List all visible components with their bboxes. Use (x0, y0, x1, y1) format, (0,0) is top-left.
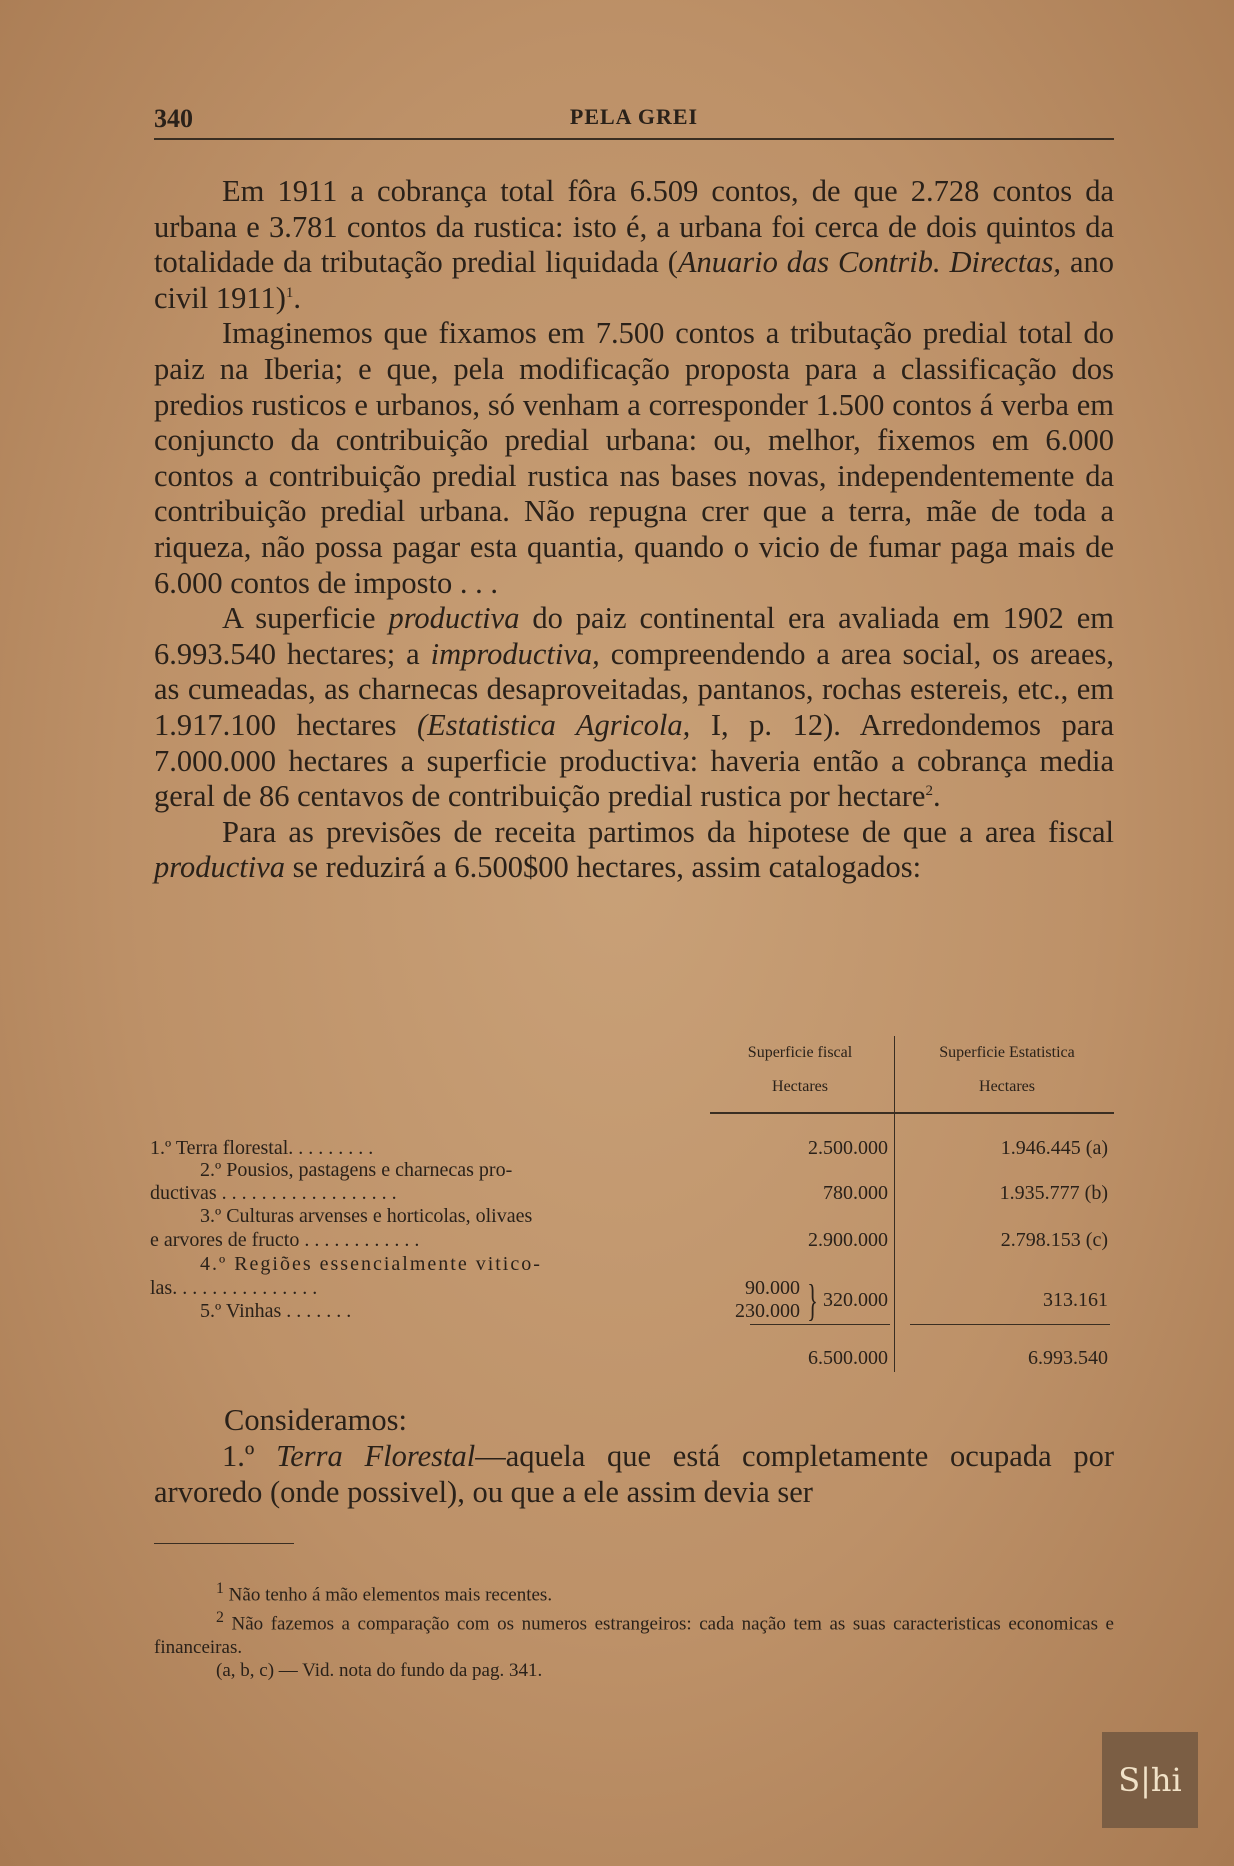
column-header-fiscal (710, 1036, 890, 1104)
text-run: ano civil 1911) (154, 245, 1114, 315)
column-title: Superficie Estatistica (939, 1044, 1075, 1061)
text-run: compreendendo a area social, os areaes, as cumeadas, as charnecas desaproveitadas, pantanos, rochas estereis, etc., em 1.917.100 hectares (154, 636, 1114, 742)
row-value-estat-1: 1.946.445 (a) (1000, 1137, 1108, 1159)
text-italic: Terra Florestal (276, 1439, 476, 1473)
body-text (154, 174, 1114, 886)
paragraph-3 (154, 601, 1114, 815)
column-title: Superficie fiscal (747, 1044, 853, 1061)
sum-rule-fiscal (750, 1324, 890, 1325)
column-header-estatistica (902, 1036, 1112, 1104)
running-head (154, 98, 1114, 140)
footnote-mark: 1 (216, 1580, 224, 1597)
text-run: I, p. 12). Arredondemos para 7.000.000 hectares a superficie productiva: haveria então a cobrança media geral de 86 centavos de contribuição predial rustica por hectare (154, 707, 1115, 814)
row-label-3a: 3.º Culturas arvenses e horticolas, olivaes (200, 1205, 533, 1227)
combined-value-estat: 313.161 (1043, 1289, 1108, 1311)
footnote-3 (154, 1659, 1114, 1682)
text-italic: (Estatistica Agricola, (417, 707, 691, 742)
text-run: A superficie (222, 601, 389, 636)
text-run: Para as previsões de receita partimos da hipotese de que a area fiscal (222, 814, 1114, 849)
row-value-estat-2: 1.935.777 (b) (999, 1182, 1108, 1204)
text-run: . (932, 779, 941, 814)
total-fiscal: 6.500.000 (808, 1347, 888, 1369)
row-subvalue-5: 230.000 (735, 1300, 800, 1322)
text-run: 1.º (222, 1439, 277, 1473)
page-number: 340 (154, 104, 193, 133)
item-1-paragraph (154, 1438, 1114, 1510)
text-italic: Anuario das Contrib. Directas, (677, 245, 1062, 280)
row-label-1: 1.º Terra florestal. . . . . . . . . (150, 1137, 374, 1159)
footnote-mark: 2 (216, 1609, 224, 1627)
row-label-5: 5.º Vinhas . . . . . . . (200, 1300, 352, 1322)
footnote-rule (154, 1543, 294, 1544)
brace: } (807, 1276, 818, 1325)
column-unit: Hectares (772, 1078, 828, 1095)
row-label-4a: 4.º Regiões essencialmente vitico- (200, 1253, 542, 1275)
item-1-text (154, 1438, 1114, 1510)
row-subvalue-4: 90.000 (745, 1277, 800, 1299)
footnote-ref-2: 2 (925, 782, 933, 799)
footnote-ref-1: 1 (285, 284, 294, 301)
column-unit: Hectares (979, 1078, 1035, 1095)
row-label-2b: ductivas . . . . . . . . . . . . . . . . . . (150, 1182, 397, 1204)
paragraph-1 (154, 174, 1114, 316)
footnote-text: (a, b, c) — Vid. nota do fundo da pag. 341. (216, 1659, 543, 1681)
column-divider (894, 1036, 895, 1372)
paragraph-4 (154, 815, 1114, 886)
text-run: Em 1911 a cobrança total fôra 6.509 contos, de que 2.728 contos da urbana e 3.781 contos da rustica: isto é, a urbana foi cerca de dois quintos da totalidade da tributação predial liquidada ( (154, 174, 1114, 280)
library-logo: S|hi (1102, 1732, 1198, 1828)
row-value-fiscal-1: 2.500.000 (808, 1137, 888, 1159)
total-estat: 6.993.540 (1028, 1347, 1108, 1369)
text-italic: improductiva, (430, 636, 600, 671)
text-run: —aquela que está completamente ocupada por arvoredo (onde possivel), ou que a ele assim devia ser (154, 1439, 1114, 1509)
footnote-2 (154, 1606, 1114, 1658)
footnotes (154, 1577, 1114, 1682)
text-run: do paiz continental era avaliada em 1902 em 6.993.540 hectares; a (154, 601, 1114, 671)
combined-value-fiscal: 320.000 (823, 1289, 888, 1311)
text-italic: productiva (388, 601, 520, 636)
text-run: . (293, 280, 301, 315)
header-rule (710, 1112, 1114, 1114)
row-label-2a: 2.º Pousios, pastagens e charnecas pro- (200, 1159, 513, 1181)
running-title: PELA GREI (569, 104, 699, 129)
paragraph-2: Imaginemos que fixamos em 7.500 contos a tributação predial total do paiz na Iberia; e que, pela modificação proposta para a classificação dos predios rusticos e urbanos, só venham a corresponder 1.500 contos á verba em conjuncto da contribuição predial urbana: ou, melhor, fixemos em 6.000 contos a contribuição predial rustica nas bases novas, independentemente da contribuição predial urbana. Não repugna crer que a terra, mãe de toda a riqueza, não possa pagar esta quantia, quando o vicio de fumar paga mais de 6.000 contos de imposto . . . (154, 316, 1114, 600)
text-run: se reduzirá a 6.500$00 hectares, assim catalogados: (285, 850, 922, 885)
row-value-estat-3: 2.798.153 (c) (1000, 1229, 1108, 1251)
consideramos-heading: Consideramos: (224, 1403, 407, 1437)
footnote-text: Não fazemos a comparação com os numeros estrangeiros: cada nação tem as suas caracteristicas economicas e financeiras. (154, 1613, 1114, 1658)
row-value-fiscal-2: 780.000 (823, 1182, 888, 1204)
row-value-fiscal-3: 2.900.000 (808, 1229, 888, 1251)
footnote-text: Não tenho á mão elementos mais recentes. (223, 1584, 553, 1606)
row-label-4b: las. . . . . . . . . . . . . . . (150, 1277, 318, 1299)
sum-rule-estat (910, 1324, 1110, 1325)
text-italic: productiva (154, 850, 286, 885)
footnote-1 (154, 1577, 1114, 1606)
row-label-3b: e arvores de fructo . . . . . . . . . . . . (150, 1229, 420, 1251)
